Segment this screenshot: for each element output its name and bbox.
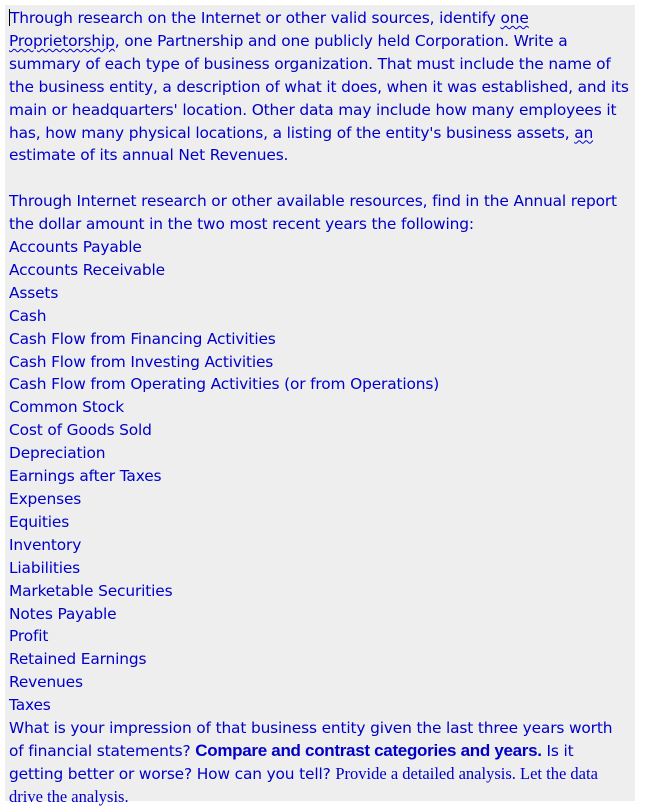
list-item: Cash Flow from Operating Activities (or from Operations)	[9, 375, 440, 394]
document-page	[5, 5, 635, 806]
list-item: Common Stock	[9, 398, 125, 417]
list-item: Expenses	[9, 490, 82, 509]
closing-followup: Is it getting better or worse? How can you tell?	[9, 741, 574, 783]
closing-question: What is your impression of that business entity given the last three years worth of financial statements?	[9, 719, 613, 760]
list-item: Assets	[9, 283, 59, 302]
paragraph-1-text-b: , one Partnership and one publicly held Corporation. Write a summary of each type of business organization. That must include the name of the business entity, a description of what it does, when it was established, and its main or headquarters' location. Other data may include how many employees it has, how many physical locations, a listing of the entity's business assets,	[9, 31, 629, 142]
list-item: Marketable Securities	[9, 581, 173, 600]
list-item: Cash Flow from Financing Activities	[9, 329, 276, 348]
financial-items-list	[9, 236, 631, 717]
list-item: Revenues	[9, 673, 83, 692]
list-item: Cost of Goods Sold	[9, 421, 152, 440]
list-item: Retained Earnings	[9, 650, 147, 669]
assignment-paragraph-1	[9, 7, 631, 167]
assignment-paragraph-2: Through Internet research or other available resources, find in the Annual report the dollar amount in the two most recent years the following:	[9, 192, 617, 234]
list-item: Equities	[9, 512, 70, 531]
detailed-analysis-instruction: Provide a detailed analysis. Let the data drive the analysis.	[9, 763, 598, 806]
spellcheck-flag-one-proprietorship[interactable]: one Proprietorship	[9, 9, 529, 50]
list-item: Earnings after Taxes	[9, 467, 162, 486]
list-item: Accounts Payable	[9, 238, 142, 257]
list-item: Profit	[9, 627, 49, 646]
list-item: Accounts Receivable	[9, 260, 165, 279]
list-item: Liabilities	[9, 558, 81, 577]
list-item: Notes Payable	[9, 604, 117, 623]
blank-line	[9, 167, 631, 190]
list-item: Taxes	[9, 696, 51, 715]
paragraph-1-text-a: Through research on the Internet or other valid sources, identify	[10, 9, 501, 27]
list-item: Inventory	[9, 535, 82, 554]
list-item: Depreciation	[9, 444, 106, 463]
closing-paragraph	[9, 717, 631, 809]
spellcheck-flag-an[interactable]: an	[574, 123, 594, 142]
compare-contrast-emphasis: Compare and contrast categories and years.	[195, 740, 542, 760]
list-item: Cash Flow from Investing Activities	[9, 352, 274, 371]
paragraph-1-text-c: estimate of its annual Net Revenues.	[9, 146, 289, 165]
list-item: Cash	[9, 306, 47, 325]
